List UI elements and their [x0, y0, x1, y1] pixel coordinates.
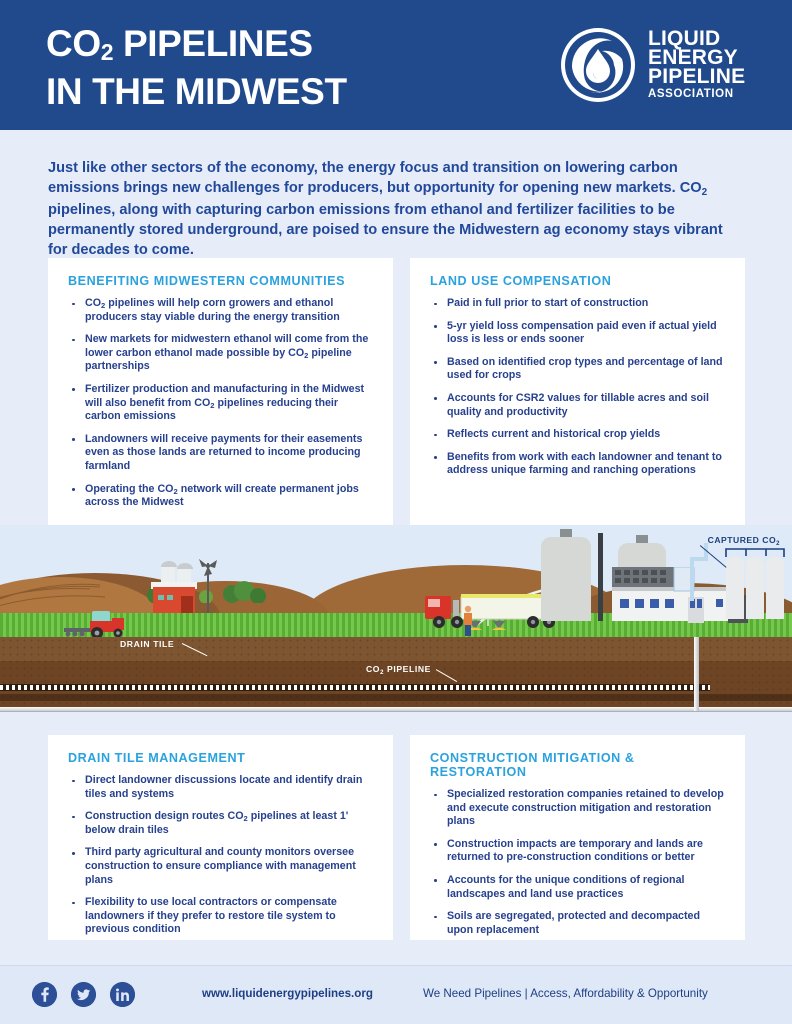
tank-bracket: [722, 545, 790, 559]
list-item: [430, 838, 727, 865]
card-title: DRAIN TILE MANAGEMENT: [68, 751, 246, 765]
list-item: [68, 433, 375, 474]
bullet-text-cont: pipeline partnerships: [85, 346, 352, 373]
bullet-text: Construction design routes CO: [85, 810, 244, 823]
bullet-text: Accounts for CSR2 values for tillable acres and soil quality and productivity: [447, 391, 709, 418]
subscript: 2: [173, 486, 178, 496]
bullet-text: Operating the CO: [85, 482, 174, 495]
co2-capture-piping: [686, 541, 712, 601]
worker-figure: [461, 604, 475, 638]
plant-silo-caps: [536, 525, 676, 551]
drain-tile-perforations: [0, 685, 710, 690]
bullet-text: Landowners will receive payments for their easements even as those lands are returned to income producing farmland: [85, 432, 363, 472]
list-item: [430, 428, 727, 442]
subscript: 2: [304, 350, 309, 360]
bullet-text: Reflects current and historical crop yields: [447, 428, 661, 441]
bullet-text: Benefits from work with each landowner and tenant to address unique farming and ranching operations: [447, 450, 722, 477]
list-item: [68, 333, 375, 374]
intro-paragraph: [48, 158, 738, 260]
bullet-list: [68, 774, 375, 937]
pipeline-cross-section-illustration: [0, 525, 792, 712]
bullet-text-cont: pipelines at least 1' below drain tiles: [85, 810, 349, 836]
page-footer: [0, 965, 792, 1024]
drain-tile-label: DRAIN TILE: [120, 639, 175, 649]
list-item: [68, 846, 375, 887]
bullet-text-cont: pipelines reducing their carbon emissions: [85, 396, 339, 423]
bullet-text: 5-yr yield loss compensation paid even if actual yield loss is less or ends sooner: [447, 319, 717, 346]
bullet-text: CO: [85, 297, 102, 309]
logo-line-3: PIPELINE: [648, 64, 746, 88]
bullet-text: Paid in full prior to start of construction: [447, 297, 649, 309]
title-line1: $CO_2$ PIPELINES: [46, 23, 313, 65]
twitter-icon[interactable]: [71, 982, 96, 1007]
list-item: [430, 356, 727, 383]
card-title: CONSTRUCTION MITIGATION & RESTORATION: [430, 751, 635, 779]
card-drain-tile-management: [48, 735, 393, 940]
logo-line-4: ASSOCIATION: [648, 87, 734, 100]
bullet-list: [430, 788, 727, 937]
card-land-use-compensation: [410, 258, 745, 531]
intro-sentence-2: $CO_2$ pipelines, along with capturing carbon emissions from ethanol and fertilizer facilities to be permanently stored underground, are poised to ensure the Midwestern ag economy stays vibrant for decades to come.: [48, 180, 723, 258]
page-title: [46, 22, 347, 113]
logo-line-2: ENERGY: [648, 45, 738, 69]
list-item: [430, 297, 727, 311]
intro-sentence-1: Just like other sectors of the economy, the energy focus and transition on lowering carbon emissions brings new challenges for producers, but opportunity for opening new markets.: [48, 160, 678, 196]
co2-pipeline-label: $CO_2$ PIPELINE: [366, 664, 431, 676]
co2-storage-tank-1: [726, 557, 744, 619]
silo-caps: [158, 555, 196, 571]
card-title: LAND USE COMPENSATION: [430, 274, 612, 288]
list-item: [68, 483, 375, 510]
bullet-text-cont: network will create permanent jobs across the Midwest: [85, 482, 359, 509]
list-item: [68, 774, 375, 801]
bullet-text: Specialized restoration companies retained to develop and execute construction mitigation and restoration plans: [447, 788, 724, 828]
water-drop-logo-icon: [560, 27, 636, 103]
website-url[interactable]: www.liquidenergypipelines.org: [202, 987, 373, 1000]
title-line2: IN THE MIDWEST: [46, 71, 347, 112]
co2-storage-tank-2: [746, 557, 764, 619]
co2-pipeline: [0, 707, 792, 712]
list-item: [68, 383, 375, 424]
list-item: [68, 810, 375, 837]
logo-wordmark: [648, 26, 746, 102]
logo-line-1: LIQUID: [648, 26, 721, 50]
card-benefiting-midwestern-communities: [48, 258, 393, 531]
bullet-text: Third party agricultural and county monitors oversee construction to ensure compliance with management plans: [85, 846, 356, 886]
bullet-text: Accounts for the unique conditions of regional landscapes and land use practices: [447, 873, 685, 900]
card-title: BENEFITING MIDWESTERN COMMUNITIES: [68, 274, 346, 288]
list-item: [430, 451, 727, 478]
bullet-text: Based on identified crop types and percentage of land used for crops: [447, 355, 723, 382]
bullet-text: New markets for midwestern ethanol will come from the lower carbon ethanol made possible by CO: [85, 333, 369, 359]
list-item: [68, 896, 375, 937]
windmill-blades-icon: [196, 555, 220, 577]
captured-co2-label: CAPTURED $CO_2$: [707, 535, 780, 547]
social-links: [32, 982, 135, 1007]
co2-storage-tank-3: [766, 557, 784, 619]
bullet-list: [68, 297, 375, 510]
list-item: [430, 320, 727, 347]
list-item: [430, 910, 727, 937]
subscript: 2: [210, 400, 215, 410]
bullet-text: Flexibility to use local contractors or compensate landowners if they prefer to restore tile system to previous condition: [85, 896, 337, 936]
bullet-list: [430, 297, 727, 478]
list-item: [68, 297, 375, 324]
bullet-text-cont: pipelines will help corn growers and ethanol producers stay viable during the energy transition: [85, 297, 340, 323]
bullet-text: Direct landowner discussions locate and identify drain tiles and systems: [85, 774, 363, 800]
bullet-text: Soils are segregated, protected and decompacted upon replacement: [447, 910, 701, 936]
page-header: [0, 0, 792, 130]
linkedin-icon[interactable]: [110, 982, 135, 1007]
subscript: 2: [243, 814, 248, 824]
list-item: [430, 874, 727, 901]
list-item: [430, 788, 727, 829]
tractor: [62, 609, 142, 639]
bullet-text: Construction impacts are temporary and lands are returned to pre-construction conditions or better: [447, 837, 703, 864]
footer-tagline: We Need Pipelines | Access, Affordability & Opportunity: [423, 987, 708, 1000]
pipeline-riser: [694, 637, 699, 711]
soil-texture: [0, 637, 792, 712]
organization-logo: [560, 26, 750, 104]
subscript: 2: [101, 301, 106, 310]
list-item: [430, 392, 727, 419]
card-construction-mitigation-restoration: [410, 735, 745, 940]
bullet-text: Fertilizer production and manufacturing in the Midwest will also benefit from CO: [85, 382, 365, 409]
plant-smokestack: [598, 533, 603, 621]
facebook-icon[interactable]: [32, 982, 57, 1007]
